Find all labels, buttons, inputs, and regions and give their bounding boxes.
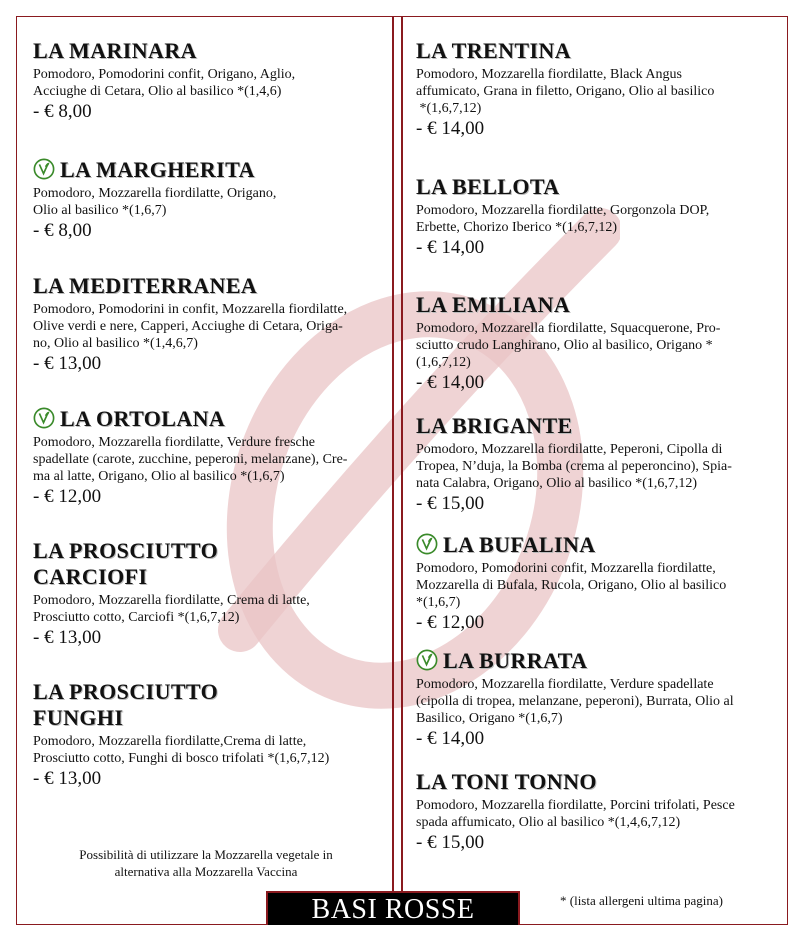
pizza-name-text: LA PROSCIUTTO [33,538,219,563]
pizza-name [416,38,776,64]
ingredient-line: *(1,6,7) [416,595,461,610]
price: - € 8,00 [33,101,92,122]
ingredient-line: Pomodoro, Pomodorini in confit, Mozzarella fiordilatte, [33,302,348,317]
vegetarian-leaf-icon [33,158,55,180]
pizza-name-text: LA BRIGANTE [416,413,573,438]
menu-item [416,532,776,634]
menu-item [33,538,383,649]
ingredient-line: Pomodoro, Mozzarella fiordilatte, Porcini trifolati, Pesce [416,798,735,813]
price: - € 14,00 [416,237,485,258]
ingredients [416,202,776,236]
ingredients [33,301,383,352]
pizza-name-text: LA MEDITERRANEA [33,273,258,298]
price: - € 15,00 [416,493,485,514]
pizza-name [33,406,383,432]
ingredient-line: sciutto crudo Langhirano, Olio al basilico, Origano * [416,338,713,353]
pizza-name-text: LA ORTOLANA [60,406,226,431]
vegetarian-leaf-icon [33,407,55,429]
pizza-name-text: LA MARINARA [33,38,197,63]
menu-item [33,406,383,508]
ingredient-line: (cipolla di tropea, melanzane, peperoni), Burrata, Olio al [416,694,734,709]
menu-item [416,174,776,259]
ingredient-line: Pomodoro, Mozzarella fiordilatte, Verdure fresche [33,435,315,450]
ingredient-line: Erbette, Chorizo Iberico *(1,6,7,12) [416,220,617,235]
pizza-name-text: FUNGHI [33,705,124,730]
ingredient-line: Olive verdi e nere, Capperi, Acciughe di Cetara, Origa- [33,319,343,334]
menu-item [33,38,383,123]
ingredients [33,592,383,626]
menu-item [33,273,383,375]
ingredients [416,441,776,492]
price: - € 14,00 [416,372,485,393]
pizza-name [416,413,776,439]
pizza-name [416,532,776,558]
ingredient-line: (1,6,7,12) [416,355,471,370]
ingredients [416,676,776,727]
ingredient-line: Pomodoro, Mozzarella fiordilatte,Crema di latte, [33,734,307,749]
pizza-name [416,769,776,795]
pizza-name [33,273,383,299]
ingredient-line: Pomodoro, Mozzarella fiordilatte, Peperoni, Cipolla di [416,442,723,457]
pizza-name [416,292,776,318]
pizza-name-text: LA EMILIANA [416,292,571,317]
vegetarian-leaf-icon [416,533,438,555]
pizza-name-text: LA MARGHERITA [60,157,255,182]
ingredient-line: Acciughe di Cetara, Olio al basilico *(1,4,6) [33,84,282,99]
ingredients [33,185,383,219]
ingredient-line: Pomodoro, Mozzarella fiordilatte, Crema di latte, [33,593,310,608]
menu-item [416,413,776,515]
pizza-name-text: LA BURRATA [443,648,588,673]
ingredient-line: Pomodoro, Mozzarella fiordilatte, Black Angus [416,67,682,82]
price: - € 14,00 [416,728,485,749]
pizza-name [33,538,383,590]
ingredient-line: Prosciutto cotto, Funghi di bosco trifolati *(1,6,7,12) [33,751,330,766]
ingredient-line: nata Calabra, Origano, Olio al basilico *(1,6,7,12) [416,476,698,491]
price: - € 8,00 [33,220,92,241]
menu-item [33,679,383,790]
ingredients [33,66,383,100]
pizza-name [416,174,776,200]
menu-item [416,38,776,140]
ingredients [33,434,383,485]
section-title: BASI ROSSE [266,891,520,925]
pizza-name [33,38,383,64]
right-menu-column [416,38,776,854]
menu-item [416,769,776,854]
pizza-name [416,648,776,674]
note-line: Possibilità di utilizzare la Mozzarella vegetale in [79,847,333,862]
price: - € 13,00 [33,768,102,789]
vegetarian-leaf-icon [416,649,438,671]
price: - € 14,00 [416,118,485,139]
price: - € 12,00 [416,612,485,633]
ingredients [416,320,776,371]
ingredient-line: ma al latte, Origano, Olio al basilico *(1,6,7) [33,469,285,484]
pizza-name-text: LA BELLOTA [416,174,560,199]
pizza-name-text: LA TONI TONNO [416,769,597,794]
ingredient-line: Pomodoro, Mozzarella fiordilatte, Verdure spadellate [416,677,714,692]
left-menu-column [33,38,383,790]
ingredient-line: Pomodoro, Mozzarella fiordilatte, Gorgonzola DOP, [416,203,710,218]
ingredient-line: Olio al basilico *(1,6,7) [33,203,167,218]
price: - € 15,00 [416,832,485,853]
pizza-name-text: LA TRENTINA [416,38,571,63]
column-divider [401,16,403,925]
pizza-name-text: LA PROSCIUTTO [33,679,219,704]
ingredient-line: affumicato, Grana in filetto, Origano, Olio al basilico [416,84,715,99]
ingredient-line: Pomodoro, Pomodorini confit, Mozzarella fiordilatte, [416,561,716,576]
pizza-name-text: CARCIOFI [33,564,148,589]
ingredient-line: Pomodoro, Mozzarella fiordilatte, Squacquerone, Pro- [416,321,721,336]
ingredient-line: spadellate (carote, zucchine, peperoni, melanzane), Cre- [33,452,348,467]
pizza-name-text: LA BUFALINA [443,532,596,557]
pizza-name [33,679,383,731]
price: - € 13,00 [33,353,102,374]
pizza-name [33,157,383,183]
ingredient-line: Mozzarella di Bufala, Rucola, Origano, Olio al basilico [416,578,727,593]
ingredient-line: *(1,6,7,12) [416,101,482,116]
ingredients [33,733,383,767]
note-line: alternativa alla Mozzarella Vaccina [114,864,298,879]
allergen-note: * (lista allergeni ultima pagina) [560,893,723,908]
menu-item [33,157,383,242]
ingredients [416,560,776,611]
ingredients [416,66,776,117]
ingredient-line: Prosciutto cotto, Carciofi *(1,6,7,12) [33,610,240,625]
ingredients [416,797,776,831]
ingredient-line: no, Olio al basilico *(1,4,6,7) [33,336,198,351]
price: - € 12,00 [33,486,102,507]
menu-item [416,648,776,750]
ingredient-line: Basilico, Origano *(1,6,7) [416,711,563,726]
ingredient-line: Pomodoro, Mozzarella fiordilatte, Origano, [33,186,277,201]
ingredient-line: spada affumicato, Olio al basilico *(1,4,6,7,12) [416,815,681,830]
vegan-mozzarella-note [36,846,376,880]
column-divider [392,16,394,925]
price: - € 13,00 [33,627,102,648]
menu-item [416,292,776,394]
ingredient-line: Pomodoro, Pomodorini confit, Origano, Aglio, [33,67,296,82]
ingredient-line: Tropea, N’duja, la Bomba (crema al peperoncino), Spia- [416,459,732,474]
